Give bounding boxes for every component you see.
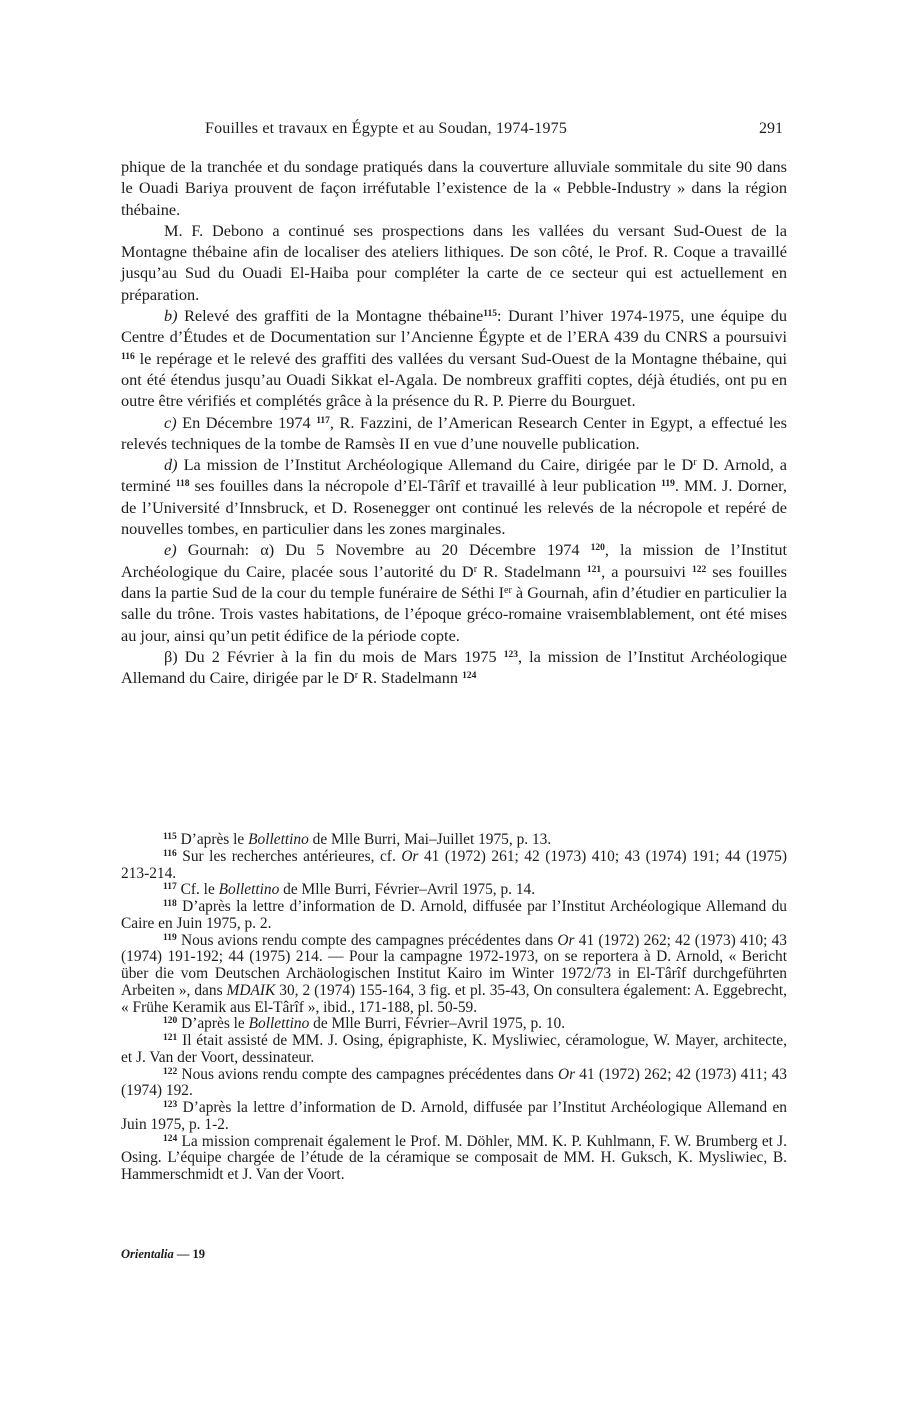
footnote-text: de Mlle Burri, Février–Avril 1975, p. 10. xyxy=(309,1015,566,1033)
paragraph-text: R. Stadelmann xyxy=(358,668,459,688)
signature-journal: Orientalia xyxy=(121,1247,174,1261)
paragraph-text: le repérage et le relevé des graffiti des vallées du versant Sud-Ouest de la Montagne thébaine, qui ont été étendus jusqu’au Ouadi Sikkat el-Agala. De nombreux graffiti coptes, déjà étudiés, ont pu en outre être vérifiés et complétés grâce à la présence du R. P. Pierre du Bourguet. xyxy=(121,348,787,411)
footnote-title: Bollettino xyxy=(248,831,309,848)
footnote-124 xyxy=(121,1134,787,1184)
paragraph-text: phique de la tranchée et du sondage pratiqués dans la couverture alluviale sommitale du site 90 dans le Ouadi Bariya prouvent de façon irréfutable l’existence de la « Pebble-Industry » dans la région thébaine. xyxy=(121,157,787,219)
footnote-ref[interactable]: 119 xyxy=(661,479,675,490)
footnote-title: Or xyxy=(557,1065,576,1083)
paragraph-text: à Gournah, afin d’étudier en particulier la salle du trône. Trois vastes habitations, de l’époque gréco-romaine vraisemblablement, ont été mises au jour, ainsi qu’un petit édifice de la période copte. xyxy=(121,582,787,645)
paragraph-text: Relevé des graffiti de la Montagne thébaine xyxy=(177,306,484,326)
paragraph-text: , la mission de l’Institut Archéologique Allemand du Caire, dirigée par le D xyxy=(121,646,787,688)
footnote-ref[interactable]: 117 xyxy=(316,415,330,426)
superscript: r xyxy=(693,457,697,469)
paragraph-text: La mission de l’Institut Archéologique Allemand du Caire, dirigée par le D xyxy=(177,455,694,475)
footnote-text: D’après la lettre d’information de D. Arnold, diffusée par l’Institut Archéologique Allemand du Caire en Juin 1975, p. 2. xyxy=(121,898,787,932)
signature-mark xyxy=(121,1247,205,1262)
running-head xyxy=(121,119,787,139)
section-label: b) xyxy=(164,306,178,326)
footnote-text: D’après le xyxy=(177,1015,249,1033)
paragraph xyxy=(121,539,787,645)
paragraph-text: ses fouilles dans la nécropole d’El-Târîf et travaillé à leur publication xyxy=(189,476,657,496)
paragraph-text: Gournah: α) Du 5 Novembre au 20 Décembre 1974 xyxy=(176,540,580,560)
footnote-text: Nous avions rendu compte des campagnes précédentes dans xyxy=(176,931,558,949)
footnote-title: Bollettino xyxy=(248,1015,310,1033)
footnote-122 xyxy=(121,1067,787,1101)
footnote-ref[interactable]: 121 xyxy=(586,564,602,575)
paragraph xyxy=(121,454,787,539)
superscript: r xyxy=(473,563,478,575)
superscript: r xyxy=(354,670,359,682)
footnote-115 xyxy=(121,832,787,849)
superscript: er xyxy=(504,584,512,596)
paragraph-text: β) Du 2 Février à la fin du mois de Mars 1975 xyxy=(164,646,497,666)
paragraph-text: , la mission de l’Institut Archéologique du Caire, placée sous l’autorité du D xyxy=(121,540,787,581)
footnote-123 xyxy=(121,1100,787,1134)
footnote-number: 124 xyxy=(163,1133,178,1144)
paragraph-text: M. F. Debono a continué ses prospections dans les vallées du versant Sud-Ouest de la Montagne thébaine afin de localiser des ateliers lithiques. De son côté, le Prof. R. Coque a travaillé jusqu’au Sud du Ouadi El-Haiba pour compléter la carte de ce secteur qui est actuellement en préparation. xyxy=(121,220,787,304)
footnote-text: de Mlle Burri, Mai–Juillet 1975, p. 13. xyxy=(308,831,552,848)
footnote-text: 30, 2 (1974) 155-164, 3 fig. et pl. 35-43, On consultera également: A. Eggebrecht, « Frühe Keramik aus El-Târîf », ibid., 171-188, pl. 50-59. xyxy=(121,981,787,1016)
paragraph xyxy=(121,412,787,455)
paragraph-text: , a poursuivi xyxy=(601,561,686,581)
section-label: d) xyxy=(164,455,178,475)
footnote-text: La mission comprenait également le Prof. M. Döhler, MM. K. P. Kuhlmann, F. W. Brumberg et J. Osing. L’équipe chargée de l’étude de la céramique se composait de MM. H. Guksch, K. Mysliwiec, B. Hammerschmidt et J. Van der Voort. xyxy=(121,1132,787,1183)
footnotes xyxy=(121,832,787,1184)
footnote-text: D’après la lettre d’information de D. Arnold, diffusée par l’Institut Archéologique Allemand en Juin 1975, p. 1-2. xyxy=(121,1099,787,1133)
paragraph xyxy=(121,220,787,305)
paragraph-text: ses fouilles dans la partie Sud de la cour du temple funéraire de Séthi I xyxy=(121,561,787,602)
footnote-title: MDAIK xyxy=(226,981,276,999)
footnote-121 xyxy=(121,1033,787,1067)
footnote-text: Il était assisté de MM. J. Osing, épigraphiste, K. Mysliwiec, céramologue, W. Mayer, architecte, et J. Van der Voort, dessinateur. xyxy=(121,1032,787,1066)
footnote-ref[interactable]: 120 xyxy=(590,543,605,554)
paragraph-text: D. Arnold, a terminé xyxy=(121,455,787,496)
footnote-ref[interactable]: 122 xyxy=(691,564,707,575)
body-text xyxy=(121,156,787,688)
footnote-title: Or xyxy=(557,931,575,949)
footnote-number: 123 xyxy=(163,1100,178,1110)
footnote-number: 118 xyxy=(163,899,177,909)
footnote-text: 41 (1972) 261; 42 (1973) 410; 43 (1974) 191; 44 (1975) 213-214. xyxy=(121,847,787,882)
footnote-number: 121 xyxy=(163,1033,178,1043)
footnote-ref[interactable]: 118 xyxy=(175,479,190,490)
footnote-117 xyxy=(121,882,787,899)
footnote-text: 41 (1972) 262; 42 (1973) 411; 43 (1974) 192. xyxy=(121,1065,787,1100)
footnote-text: de Mlle Burri, Février–Avril 1975, p. 14. xyxy=(279,881,536,899)
section-label: c) xyxy=(164,412,177,432)
section-label: e) xyxy=(164,540,177,560)
signature-number: 19 xyxy=(192,1247,206,1261)
footnote-title: Bollettino xyxy=(218,881,280,899)
footnote-120 xyxy=(121,1016,787,1033)
running-head-title: Fouilles et travaux en Égypte et au Soudan, 1974-1975 xyxy=(205,120,568,137)
footnote-number: 115 xyxy=(163,832,177,842)
signature-separator: — xyxy=(173,1247,193,1261)
footnote-116 xyxy=(121,849,787,883)
footnote-ref[interactable]: 116 xyxy=(121,351,135,362)
footnote-118 xyxy=(121,899,787,933)
paragraph-text: R. Stadelmann xyxy=(477,561,581,581)
footnote-text: Sur les recherches antérieures, cf. xyxy=(176,847,402,865)
paragraph-text: . MM. J. Dorner, de l’Université d’Innsbruck, et D. Rosenegger ont continué les relevés de la nécropole et repéré de nouvelles tombes, en particulier dans les zones marginales. xyxy=(121,476,788,539)
footnote-text: D’après le xyxy=(176,831,249,848)
footnote-number: 120 xyxy=(163,1016,178,1027)
footnote-ref[interactable]: 124 xyxy=(462,671,477,682)
paragraph-text: : Durant l’hiver 1974-1975, une équipe du Centre d’Études et de Documentation sur l’Ancienne Égypte et de l’ERA 439 du CNRS a poursuivi xyxy=(121,306,787,347)
footnote-title: Or xyxy=(401,847,419,865)
footnote-119 xyxy=(121,933,787,1017)
paragraph xyxy=(121,646,787,689)
paragraph xyxy=(121,305,787,411)
footnote-number: 122 xyxy=(163,1066,178,1077)
footnote-ref[interactable]: 115 xyxy=(483,309,497,320)
footnote-number: 116 xyxy=(163,848,177,859)
footnote-ref[interactable]: 123 xyxy=(503,649,518,660)
paragraph xyxy=(121,156,787,220)
page-number: 291 xyxy=(759,120,783,137)
footnote-text: Cf. le xyxy=(176,881,219,899)
footnote-text: Nous avions rendu compte des campagnes précédentes dans xyxy=(177,1065,558,1083)
footnote-text: 41 (1972) 262; 42 (1973) 410; 43 (1974) 191-192; 44 (1975) 214. — Pour la campagne 1972-1973, on se reportera à D. Arnold, « Bericht über die vom Deutschen Archäologischen Institut Kairo im Winter 1972/73 in El-Târîf durchgeführten Arbeiten », dans xyxy=(121,931,787,999)
paragraph-text: , R. Fazzini, de l’American Research Center in Egypt, a effectué les relevés techniques de la tombe de Ramsès II en vue d’une nouvelle publication. xyxy=(121,412,787,453)
footnote-number: 119 xyxy=(163,932,177,943)
footnote-number: 117 xyxy=(163,882,177,893)
paragraph-text: En Décembre 1974 xyxy=(176,412,311,432)
